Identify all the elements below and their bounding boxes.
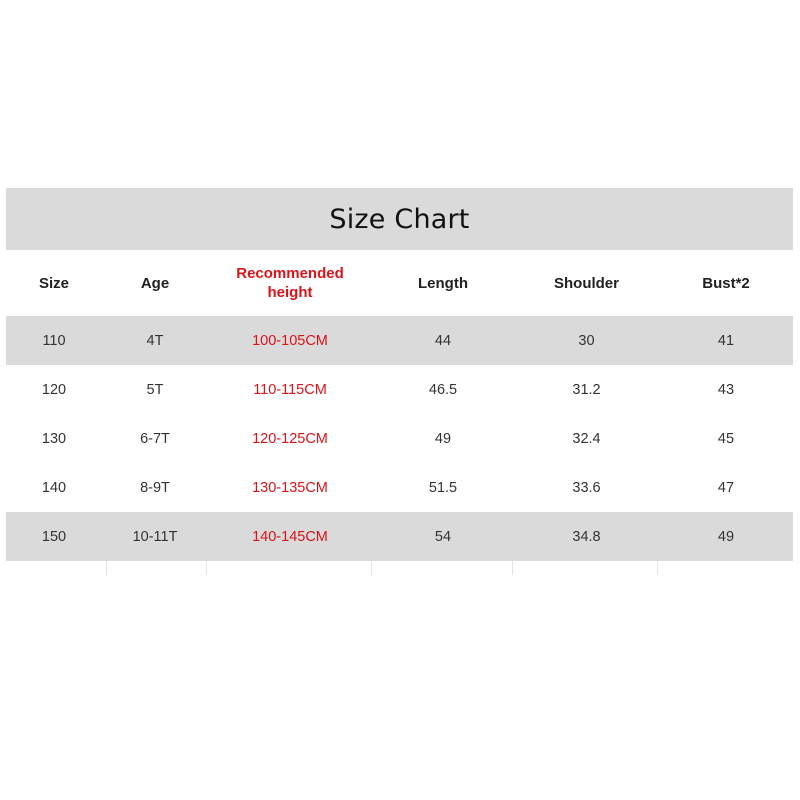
cell-size: 140	[41, 479, 67, 496]
header-recommended-height: Recommended height	[236, 265, 344, 301]
header-size: Size	[38, 274, 69, 292]
table-row	[6, 463, 793, 512]
column-divider	[371, 561, 372, 575]
cell-shoulder: 30	[578, 332, 595, 349]
cell-shoulder: 32.4	[572, 430, 601, 447]
cell-size: 110	[42, 332, 66, 349]
cell-shoulder: 31.2	[572, 381, 601, 398]
table-row	[6, 414, 793, 463]
column-divider	[106, 561, 107, 575]
cell-length: 46.5	[428, 381, 458, 398]
column-divider	[657, 561, 658, 575]
size-chart-table	[6, 188, 793, 575]
cell-length: 49	[434, 430, 452, 447]
table-row	[6, 316, 793, 365]
cell-age: 6-7T	[140, 430, 170, 447]
cell-height: 130-135CM	[252, 479, 328, 496]
chart-title: Size Chart	[6, 188, 793, 250]
cell-height: 120-125CM	[252, 430, 328, 447]
header-age: Age	[140, 274, 170, 292]
header-length: Length	[418, 274, 468, 292]
cell-length: 44	[434, 332, 452, 349]
cell-length: 51.5	[428, 479, 458, 496]
cell-bust: 47	[717, 479, 735, 496]
cell-shoulder: 33.6	[572, 479, 601, 496]
cell-age: 5T	[146, 381, 164, 398]
cell-bust: 45	[717, 430, 735, 447]
cell-size: 130	[41, 430, 67, 447]
column-divider	[206, 561, 207, 575]
table-row	[6, 512, 793, 561]
table-row	[6, 365, 793, 414]
cell-bust: 41	[717, 332, 735, 349]
cell-bust: 43	[717, 381, 735, 398]
cell-height: 110-115CM	[253, 381, 327, 398]
column-divider-ticks	[6, 561, 793, 575]
cell-height: 100-105CM	[252, 332, 328, 349]
cell-size: 120	[41, 381, 67, 398]
cell-length: 54	[434, 528, 452, 545]
cell-shoulder: 34.8	[572, 528, 601, 545]
cell-size: 150	[41, 528, 67, 545]
header-row	[6, 250, 793, 316]
column-divider	[512, 561, 513, 575]
cell-age: 8-9T	[140, 479, 170, 496]
cell-age: 10-11T	[132, 528, 178, 545]
cell-age: 4T	[146, 332, 164, 349]
cell-height: 140-145CM	[252, 528, 328, 545]
cell-bust: 49	[717, 528, 735, 545]
header-bust: Bust*2	[702, 274, 750, 292]
header-shoulder: Shoulder	[553, 274, 619, 292]
